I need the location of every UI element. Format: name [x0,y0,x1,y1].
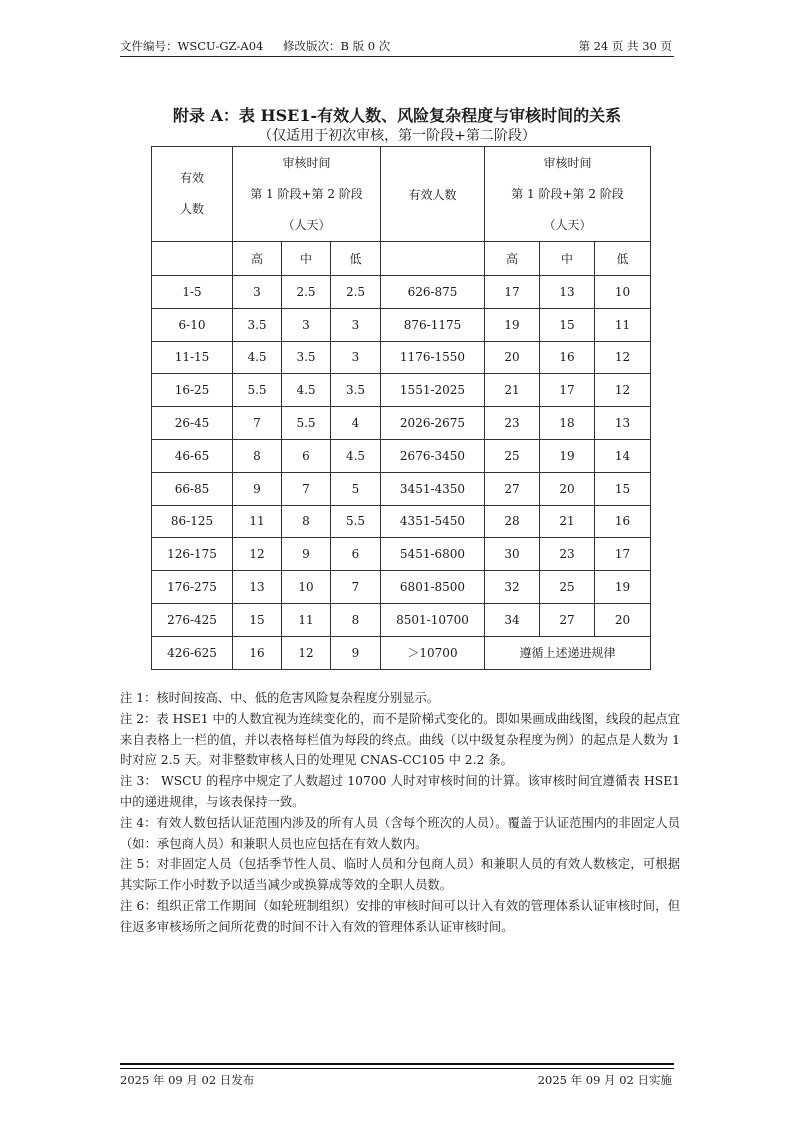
table-cell-people: 176-275 [152,571,233,604]
note-4: 注 4：有效人数包括认证范围内涉及的所有人员（含每个班次的人员）。覆盖于认证范围内的非固定人员（如：承包商人员）和兼职人员也应包括在有效人数内。 [120,815,680,851]
table-cell-m: 2.5 [282,276,331,309]
table-cell-h: 3 [233,276,282,309]
table-cell-l: 8 [331,603,381,636]
table-cell-l: 5 [331,472,381,505]
table-cell-h2: 25 [485,439,540,472]
table-cell-people: 11-15 [152,341,233,374]
table-cell-people2: ＞10700 [381,636,485,669]
level-low: 低 [595,242,651,276]
table-cell-h: 5.5 [233,374,282,407]
header-text: （人天） [282,217,331,232]
table-cell-merged-note: 遵循上述递进规律 [485,636,651,669]
table-cell-people2: 626-875 [381,276,485,309]
table-cell-people: 276-425 [152,603,233,636]
header-text: 第 1 阶段+第 2 阶段 [511,186,624,201]
page-subtitle: （仅适用于初次审核，第一阶段+第二阶段） [258,128,536,144]
table-cell-l2: 10 [595,276,651,309]
table-cell-h: 15 [233,603,282,636]
table-cell-l2: 15 [595,472,651,505]
table-cell-m2: 17 [540,374,595,407]
table-cell-people2: 5451-6800 [381,538,485,571]
table-cell-m: 5.5 [282,407,331,440]
table-row [152,472,651,505]
table-cell-people: 426-625 [152,636,233,669]
table-cell-l2: 13 [595,407,651,440]
table-cell-m2: 19 [540,439,595,472]
table-cell-h2: 23 [485,407,540,440]
table-cell-m: 3 [282,308,331,341]
header-text: 人数 [179,202,204,216]
table-cell-people: 1-5 [152,276,233,309]
table-row-last [152,636,651,669]
table-cell-m: 12 [282,636,331,669]
table-cell-m2: 15 [540,308,595,341]
table-cell-h2: 32 [485,571,540,604]
table-cell-people2: 4351-5450 [381,505,485,538]
header-audit-time-2 [485,147,651,242]
table-row [152,439,651,472]
table-cell-l: 3 [331,308,381,341]
table-row [152,505,651,538]
blank-cell [381,242,485,276]
table-row [152,276,651,309]
table-cell-h: 9 [233,472,282,505]
table-cell-m2: 21 [540,505,595,538]
level-medium: 中 [282,242,331,276]
table-cell-m: 6 [282,439,331,472]
table-cell-people: 66-85 [152,472,233,505]
table-cell-h: 3.5 [233,308,282,341]
table-cell-h2: 34 [485,603,540,636]
table-cell-h: 13 [233,571,282,604]
table-cell-h2: 28 [485,505,540,538]
table-cell-h2: 20 [485,341,540,374]
table-cell-m: 11 [282,603,331,636]
table-row [152,308,651,341]
table-cell-h2: 17 [485,276,540,309]
header-audit-time [233,147,381,242]
table-cell-people: 46-65 [152,439,233,472]
table-cell-people2: 3451-4350 [381,472,485,505]
table-cell-m: 10 [282,571,331,604]
header-text: 审核时间 [543,155,592,170]
table-cell-h: 8 [233,439,282,472]
table-cell-h2: 21 [485,374,540,407]
note-3: 注 3： WSCU 的程序中规定了人数超过 10700 人时对审核时间的计算。该审核时间宜遵循表 HSE1 中的递进规律，与该表保持一致。 [120,774,680,809]
header-people-2: 有效人数 [381,147,485,242]
footer-rule-thick [120,1063,674,1065]
table-cell-people2: 2676-3450 [381,439,485,472]
table-cell-h: 16 [233,636,282,669]
table-cell-people: 126-175 [152,538,233,571]
page-header [120,38,672,54]
level-row [152,242,651,276]
footer-rule-thin [120,1068,674,1069]
table-cell-m: 9 [282,538,331,571]
table-cell-people: 86-125 [152,505,233,538]
level-medium: 中 [540,242,595,276]
header-text: 审核时间 [282,155,331,170]
table-row [152,571,651,604]
table-cell-l: 9 [331,636,381,669]
table-cell-h: 11 [233,505,282,538]
table-cell-h2: 30 [485,538,540,571]
table-cell-m: 7 [282,472,331,505]
table-cell-m2: 27 [540,603,595,636]
header-row [152,147,651,242]
table-cell-m2: 18 [540,407,595,440]
notes [120,688,680,938]
table-cell-l: 4.5 [331,439,381,472]
table-cell-m2: 25 [540,571,595,604]
table-cell-people2: 6801-8500 [381,571,485,604]
table-cell-l2: 16 [595,505,651,538]
table-cell-h2: 19 [485,308,540,341]
table-cell-l2: 14 [595,439,651,472]
revision: 修改版次：B 版 0 次 [283,39,391,53]
table-row [152,341,651,374]
table-cell-h: 7 [233,407,282,440]
page-number: 第 24 页 共 30 页 [578,39,672,53]
table-cell-l2: 17 [595,538,651,571]
table-cell-l: 5.5 [331,505,381,538]
table-cell-l: 2.5 [331,276,381,309]
blank-cell [152,242,233,276]
level-low: 低 [331,242,381,276]
table-row [152,407,651,440]
table-cell-people2: 1176-1550 [381,341,485,374]
table-cell-m2: 13 [540,276,595,309]
header-text: 第 1 阶段+第 2 阶段 [250,186,363,201]
header-rule [120,56,674,57]
effective-date: 2025 年 09 月 02 日实施 [537,1073,672,1087]
table-cell-l2: 12 [595,374,651,407]
table-cell-m2: 16 [540,341,595,374]
table-cell-l: 7 [331,571,381,604]
table-cell-m: 3.5 [282,341,331,374]
table-row [152,538,651,571]
table-cell-people2: 2026-2675 [381,407,485,440]
table-cell-l: 4 [331,407,381,440]
table-cell-m: 8 [282,505,331,538]
table-cell-h: 12 [233,538,282,571]
audit-time-table [151,146,651,670]
table-cell-people2: 8501-10700 [381,603,485,636]
issue-date: 2025 年 09 月 02 日发布 [120,1073,255,1087]
table-row [152,374,651,407]
table-cell-l: 6 [331,538,381,571]
table-cell-l2: 11 [595,308,651,341]
table-cell-m2: 23 [540,538,595,571]
table-cell-h: 4.5 [233,341,282,374]
table-cell-people: 16-25 [152,374,233,407]
table-cell-l: 3.5 [331,374,381,407]
note-6: 注 6：组织正常工作期间（如轮班制组织）安排的审核时间可以计入有效的管理体系认证审核时间，但往返多审核场所之间所花费的时间不计入有效的管理体系认证审核时间。 [120,898,680,934]
level-high: 高 [233,242,282,276]
header-text: （人天） [543,217,592,232]
table-cell-m: 4.5 [282,374,331,407]
table-row [152,603,651,636]
note-2: 注 2：表 HSE1 中的人数宜视为连续变化的，而不是阶梯式变化的。即如果画成曲线图，线段的起点宜来自表格上一栏的值，并以表格每栏值为每段的终点。曲线（以中级复杂程度为例）的起点是人数为 1 时对应 2.5 天。对非整数审核人日的处理见 CNAS-CC105 中 2.2 条。 [120,711,680,768]
table-cell-m2: 20 [540,472,595,505]
table-cell-l2: 12 [595,341,651,374]
table-cell-people2: 876-1175 [381,308,485,341]
note-1: 注 1：核时间按高、中、低的危害风险复杂程度分别显示。 [120,691,440,705]
note-5: 注 5：对非固定人员（包括季节性人员、临时人员和分包商人员）和兼职人员的有效人数核定，可根据其实际工作小时数予以适当减少或换算成等效的全职人员数。 [120,857,680,893]
doc-number: 文件编号：WSCU-GZ-A04 [120,39,264,53]
table-cell-l2: 19 [595,571,651,604]
page-title: 附录 A：表 HSE1-有效人数、风险复杂程度与审核时间的关系 [172,106,622,125]
table-cell-l2: 20 [595,603,651,636]
header-text: 有效 [179,171,204,185]
table-cell-people: 26-45 [152,407,233,440]
table-cell-people2: 1551-2025 [381,374,485,407]
header-people [152,147,233,242]
table-cell-people: 6-10 [152,308,233,341]
table-cell-l: 3 [331,341,381,374]
table-cell-h2: 27 [485,472,540,505]
level-high: 高 [485,242,540,276]
